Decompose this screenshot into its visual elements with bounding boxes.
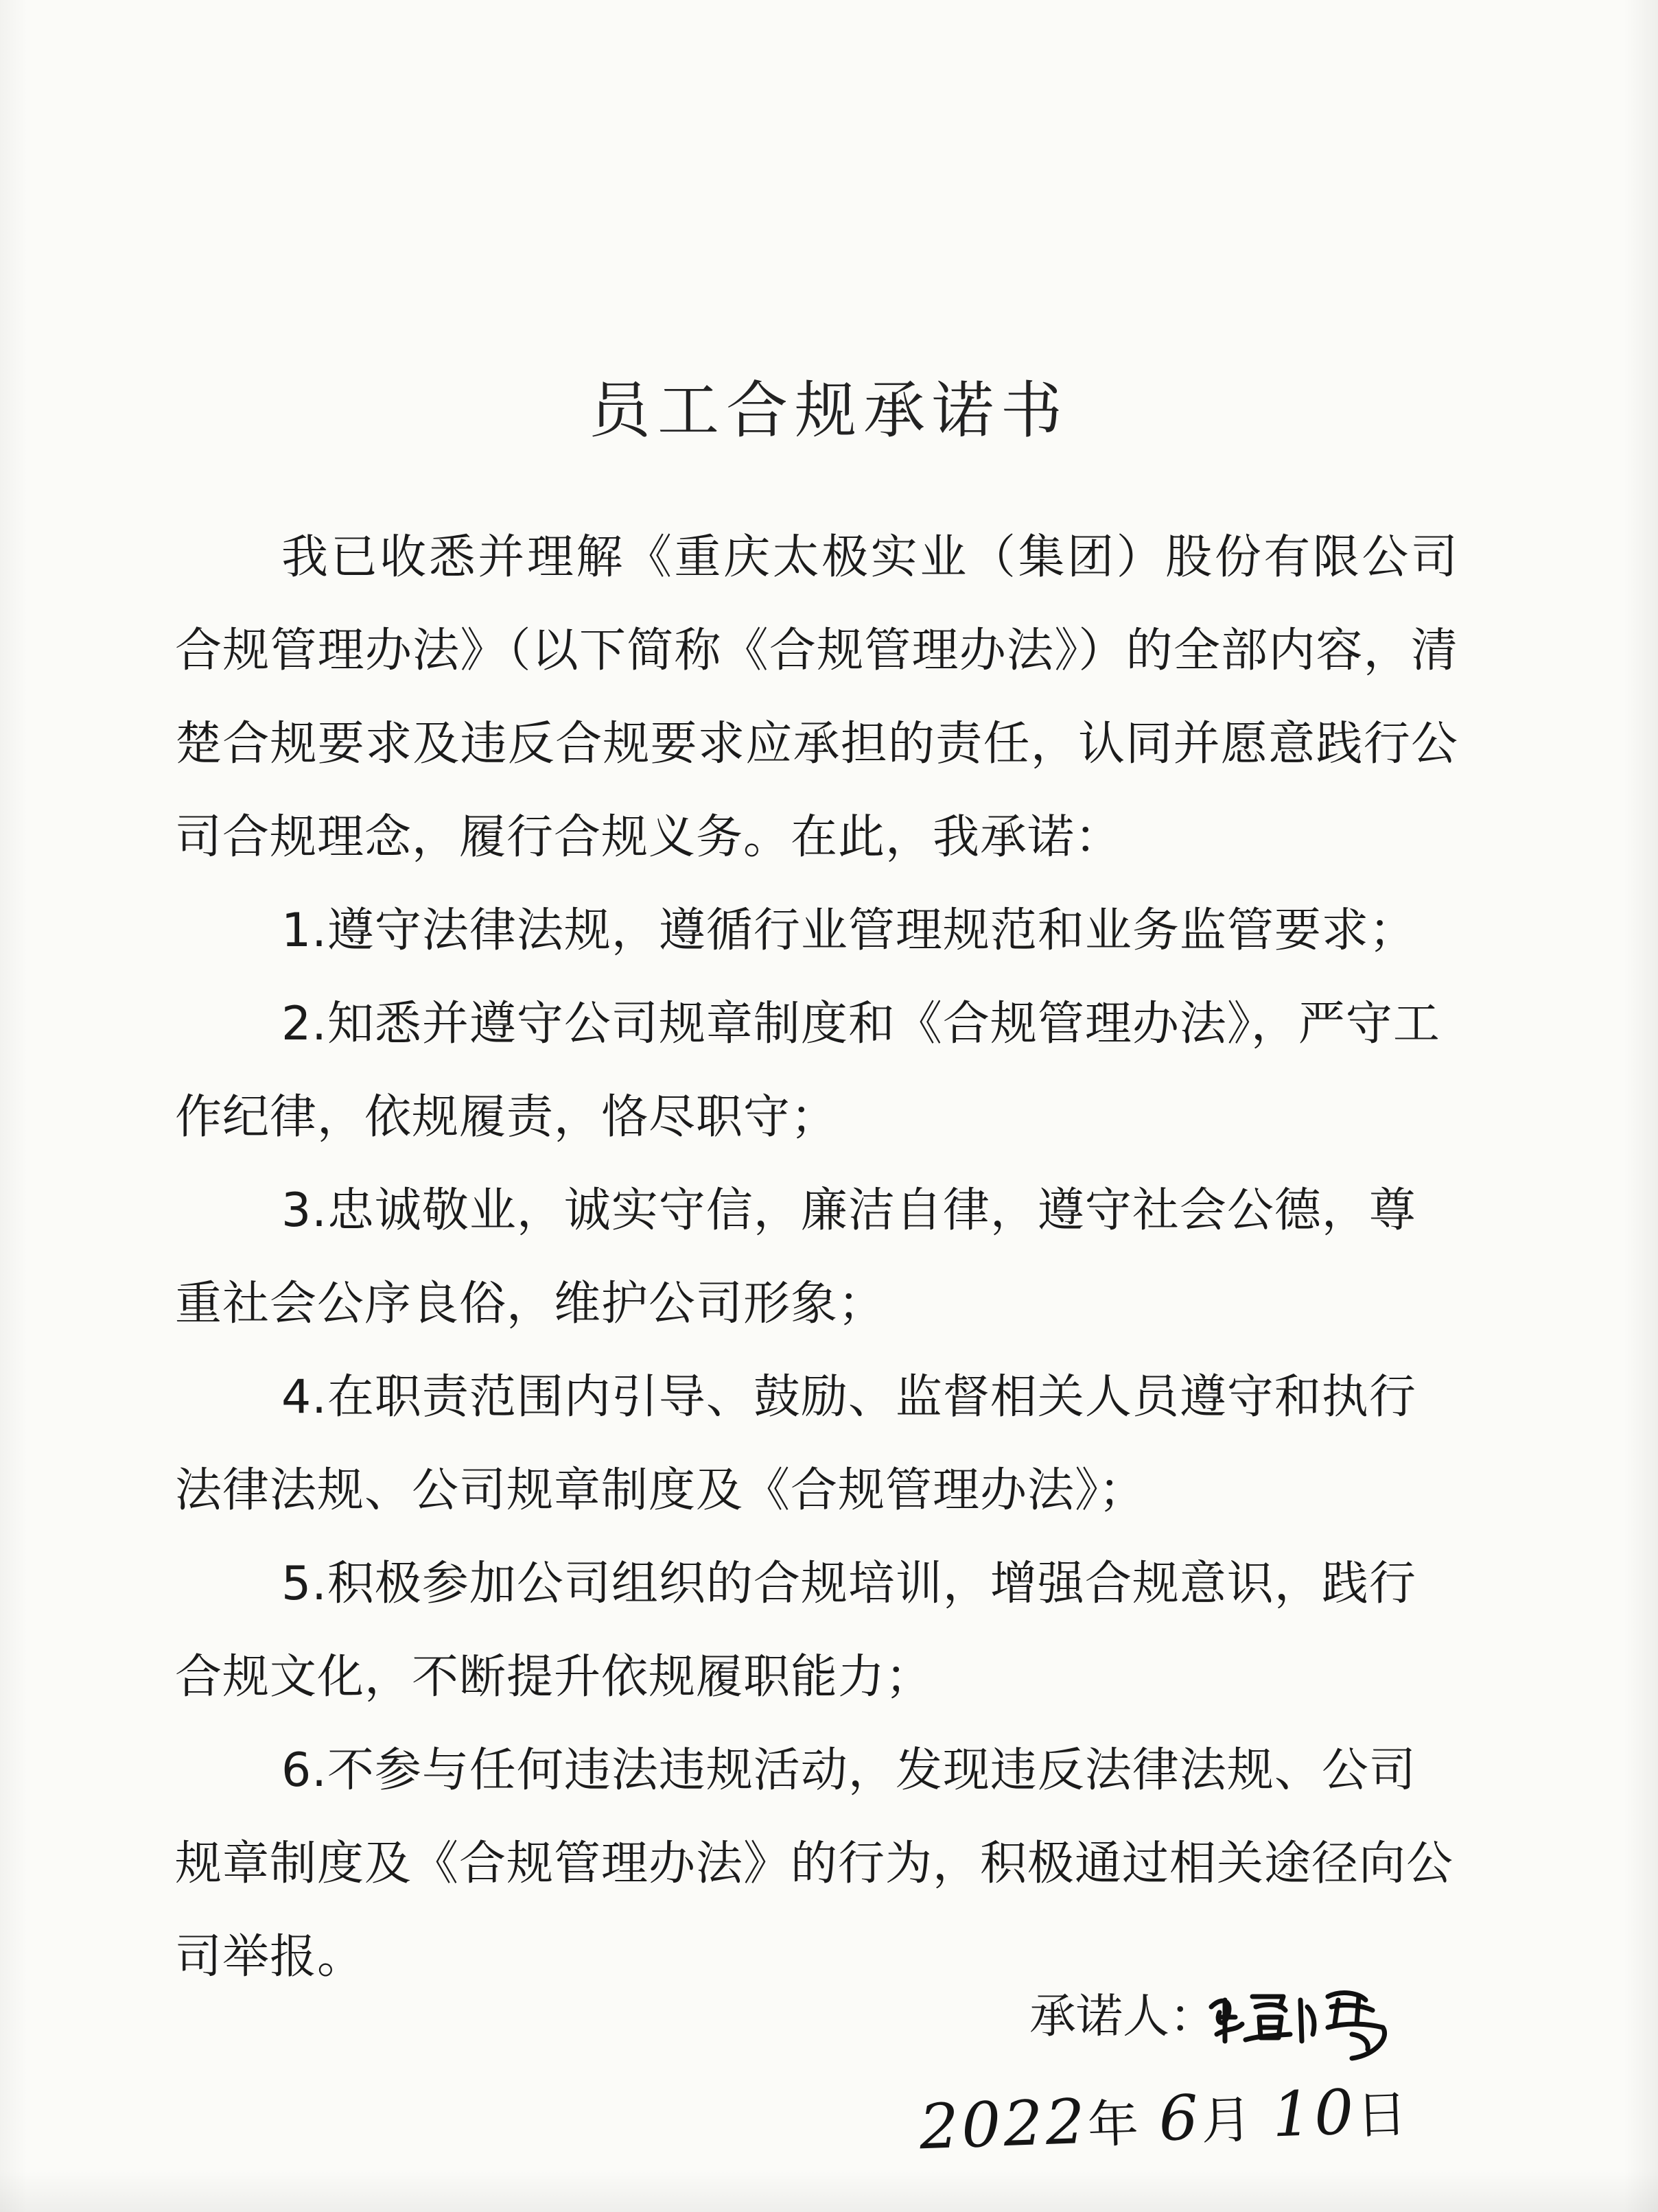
commitment-item-3: 3.忠诚敬业，诚实守信，廉洁自律，遵守社会公德，尊重社会公序良俗，维护公司形象；: [175, 1184, 1416, 1331]
date-month-char: 月: [1200, 2090, 1253, 2152]
date-year: 2022: [918, 2085, 1089, 2164]
date-month: 6: [1157, 2082, 1202, 2156]
signing-date: [918, 2074, 1409, 2180]
date-day-char: 日: [1355, 2084, 1408, 2146]
signer-label: 承诺人：: [1029, 1990, 1217, 2044]
date-day: 10: [1270, 2076, 1358, 2152]
signature-name: 钱丽明: [1204, 1959, 1206, 1960]
document-body: [175, 511, 1458, 2004]
commitment-item-5: 5.积极参加公司组织的合规培训，增强合规意识，践行合规文化，不断提升依规履职能力；: [175, 1557, 1416, 1704]
date-year-char: 年: [1086, 2094, 1140, 2155]
commitment-item-6: 6.不参与任何违法违规活动，发现违反法律法规、公司规章制度及《合规管理办法》的行为，积极通过相关途径向公司举报。: [175, 1743, 1454, 1984]
commitment-item-2: 2.知悉并遵守公司规章制度和《合规管理办法》，严守工作纪律，依规履责，恪尽职守；: [175, 997, 1440, 1144]
commitment-item-4: 4.在职责范围内引导、鼓励、监督相关人员遵守和执行法律法规、公司规章制度及《合规管理办法》；: [175, 1370, 1416, 1518]
commitment-item-1: 1.遵守法律法规，遵循行业管理规范和业务监管要求；: [281, 904, 1416, 958]
intro-paragraph: 我已收悉并理解《重庆太极实业（集团）股份有限公司合规管理办法》（以下简称《合规管理办法》）的全部内容，清楚合规要求及违反合规要求应承担的责任，认同并愿意践行公司合规理念，履行合规义务。在此，我承诺：: [175, 530, 1458, 864]
handwritten-signature: [1204, 1959, 1410, 2062]
document-title: 员工合规承诺书: [589, 375, 1069, 447]
